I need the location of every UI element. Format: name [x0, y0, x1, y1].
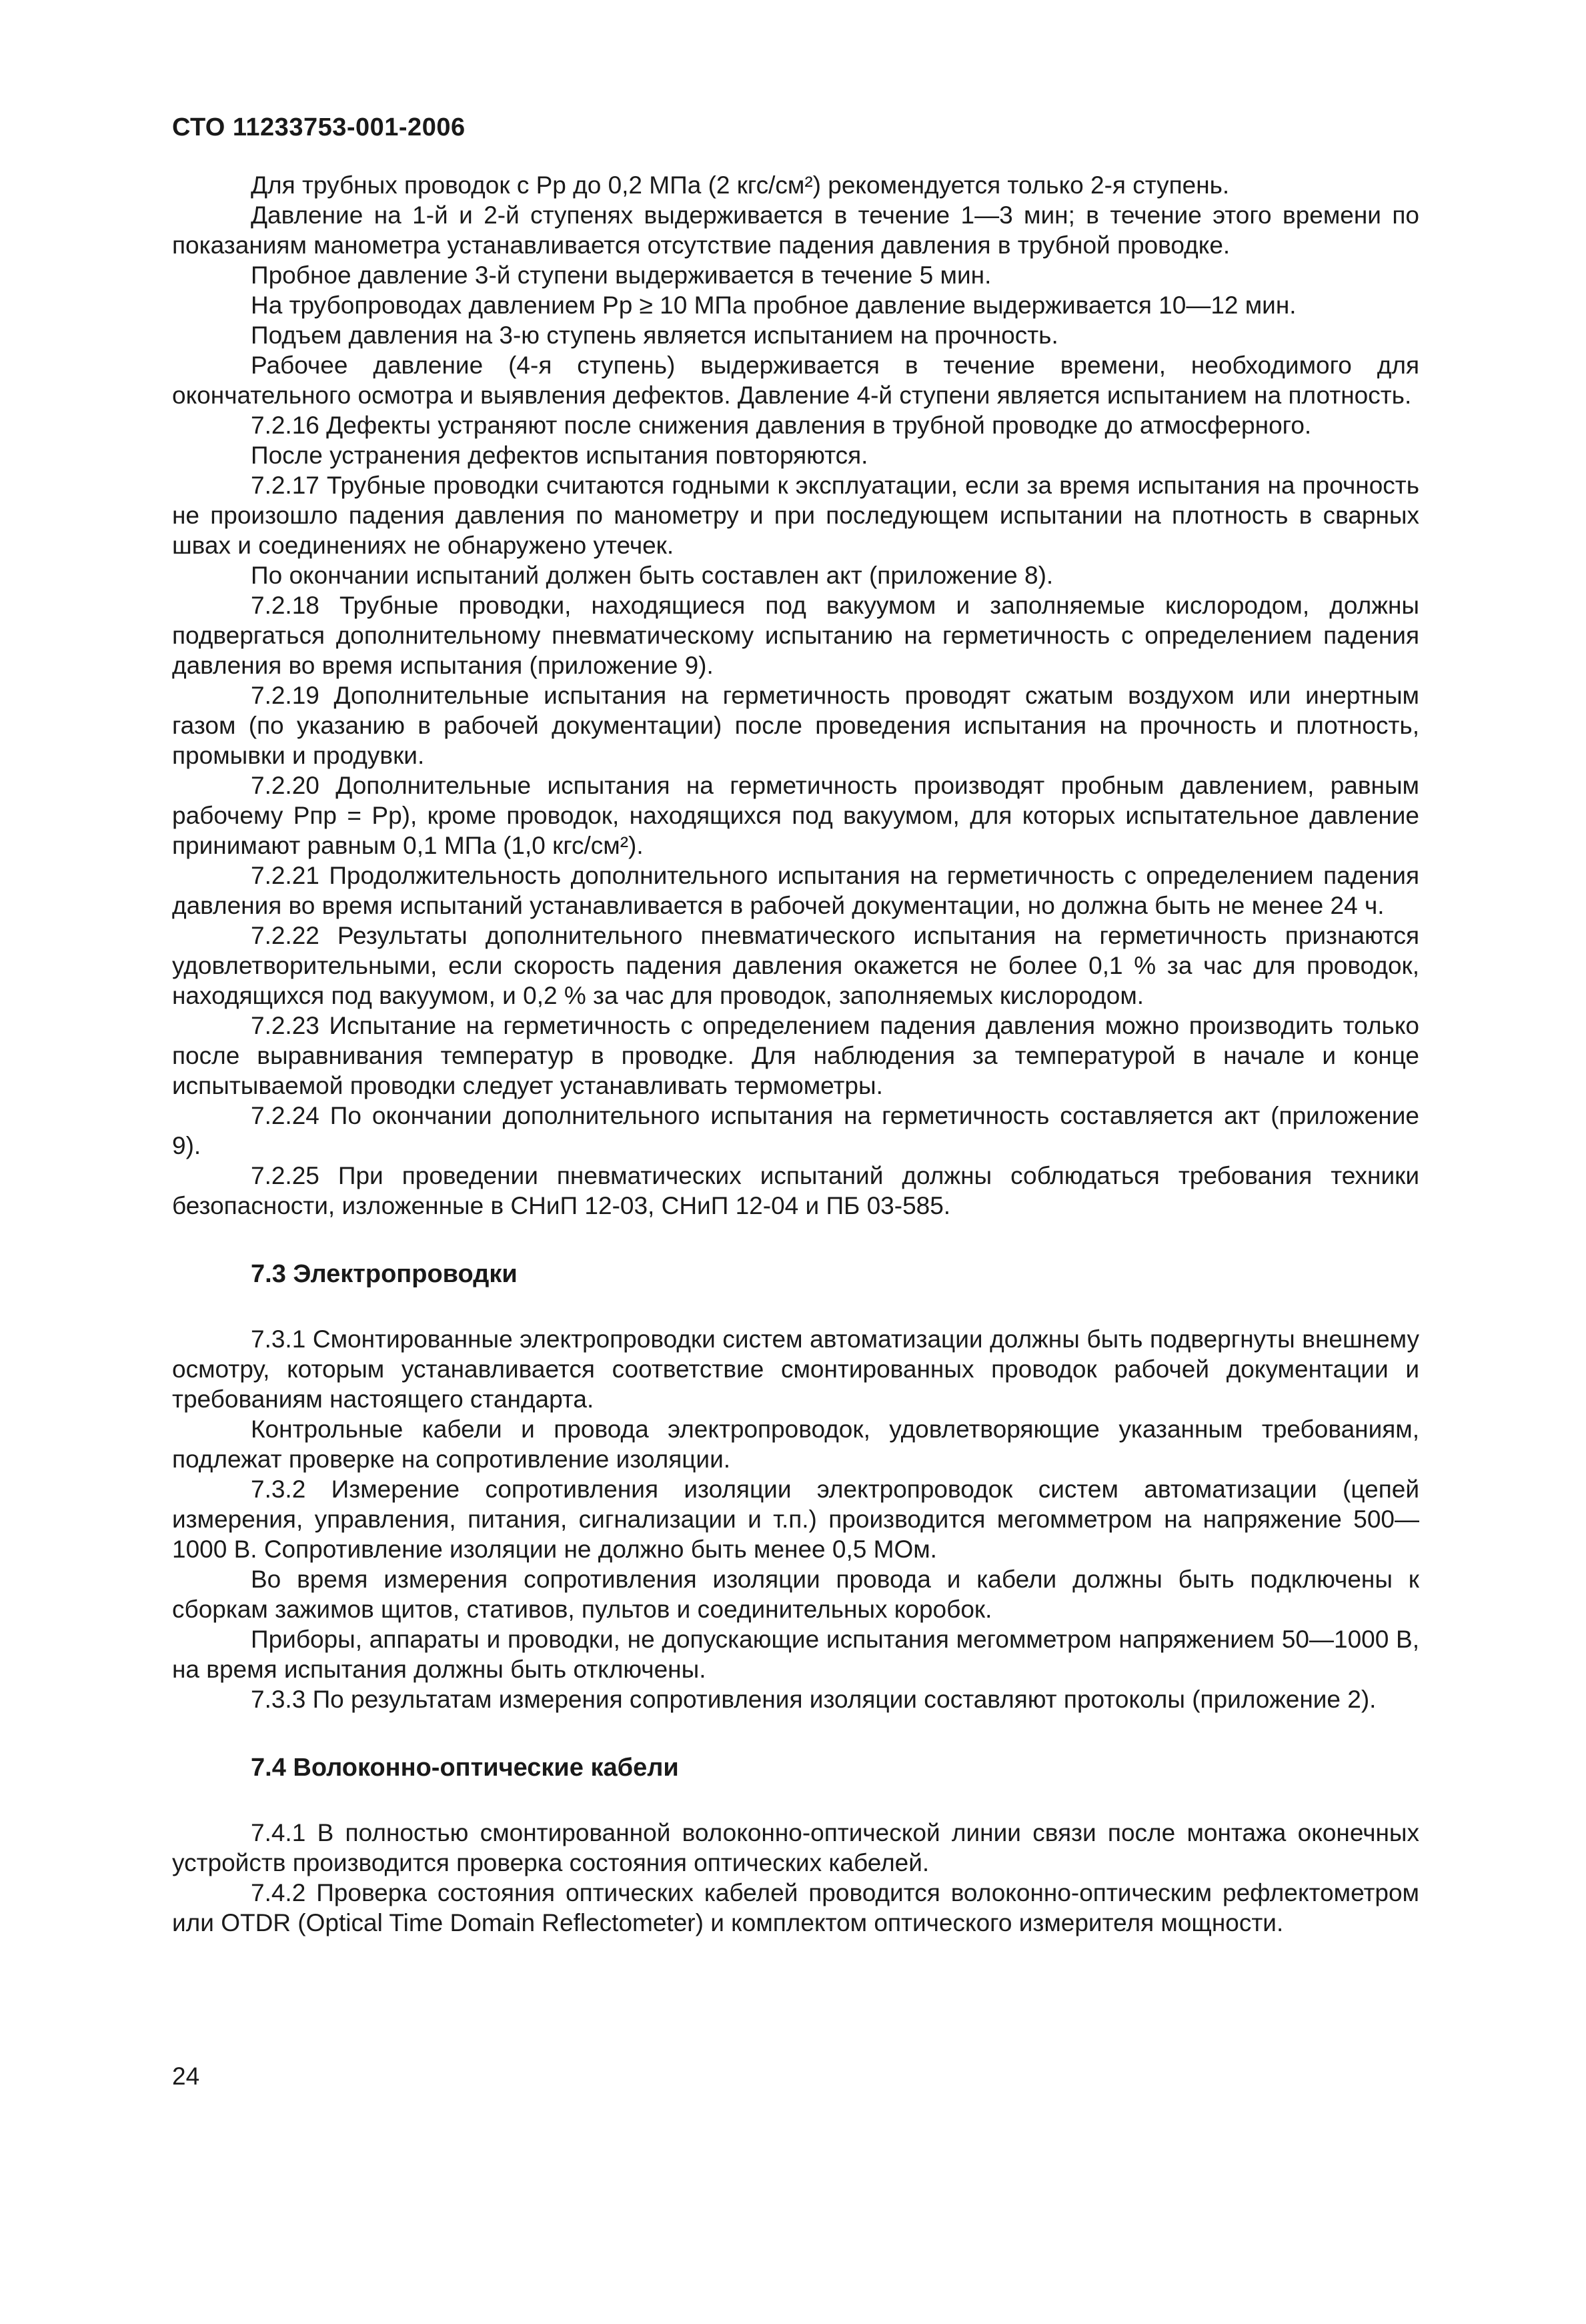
paragraph: Во время измерения сопротивления изоляции провода и кабели должны быть подключены к сборкам зажимов щитов, стативов, пультов и соединительных коробок.: [172, 1566, 1419, 1623]
document-body: [172, 170, 1419, 1938]
paragraph: На трубопроводах давлением Pр ≥ 10 МПа пробное давление выдерживается 10—12 мин.: [251, 292, 1297, 319]
paragraph: Давление на 1-й и 2-й ступенях выдерживается в течение 1—3 мин; в течение этого времени по показаниям манометра устанавливается отсутствие падения давления в трубной проводке.: [172, 201, 1419, 259]
paragraph: Пробное давление 3-й ступени выдерживается в течение 5 мин.: [251, 261, 992, 289]
paragraph: 7.2.23 Испытание на герметичность с определением падения давления можно производить только после выравнивания температур в проводке. Для наблюдения за температурой в начале и конце испытываемой проводки следует устанавливать термометры.: [172, 1012, 1419, 1099]
paragraph: 7.2.18 Трубные проводки, находящиеся под вакуумом и заполняемые кислородом, должны подвергаться дополнительному пневматическому испытанию на герметичность с определением падения давления во время испытания (приложение 9).: [172, 592, 1419, 679]
paragraph: Для трубных проводок с Pр до 0,2 МПа (2 кгс/см²) рекомендуется только 2-я ступень.: [251, 171, 1230, 199]
paragraph: 7.4.2 Проверка состояния оптических кабелей проводится волоконно-оптическим рефлектометром или OTDR (Optical Time Domain Reflectometer) и комплектом оптического измерителя мощности.: [172, 1879, 1419, 1936]
paragraph: 7.2.17 Трубные проводки считаются годными к эксплуатации, если за время испытания на прочность не произошло падения давления по манометру и при последующем испытании на плотность в сварных швах и соединениях не обнаружено утечек.: [172, 472, 1419, 559]
paragraph: 7.2.25 При проведении пневматических испытаний должны соблюдаться требования техники безопасности, изложенные в СНиП 12-03, СНиП 12-04 и ПБ 03-585.: [172, 1162, 1419, 1219]
paragraph: По окончании испытаний должен быть составлен акт (приложение 8).: [251, 562, 1054, 589]
paragraph: Рабочее давление (4-я ступень) выдерживается в течение времени, необходимого для окончательного осмотра и выявления дефектов. Давление 4-й ступени является испытанием на плотность.: [172, 352, 1419, 409]
paragraph: 7.2.16 Дефекты устраняют после снижения давления в трубной проводке до атмосферного.: [251, 412, 1312, 439]
paragraph: 7.3.1 Смонтированные электропроводки систем автоматизации должны быть подвергнуты внешнему осмотру, которым устанавливается соответствие смонтированных проводок рабочей документации и требованиям настоящего стандарта.: [172, 1325, 1419, 1413]
paragraph: Подъем давления на 3-ю ступень является испытанием на прочность.: [251, 322, 1058, 349]
section-heading-7-4: 7.4 Волоконно-оптические кабели: [251, 1754, 679, 1782]
section-heading-7-3: 7.3 Электропроводки: [251, 1260, 518, 1288]
paragraph: 7.3.2 Измерение сопротивления изоляции электропроводок систем автоматизации (цепей измерения, управления, питания, сигнализации и т.п.) производится мегомметром на напряжение 500—1000 В. Сопротивление изоляции не должно быть менее 0,5 МОм.: [172, 1476, 1419, 1563]
paragraph: 7.2.24 По окончании дополнительного испытания на герметичность составляется акт (приложение 9).: [172, 1102, 1419, 1159]
paragraph: 7.2.20 Дополнительные испытания на герметичность производят пробным давлением, равным рабочему Pпр = Pр), кроме проводок, находящихся под вакуумом, для которых испытательное давление принимают равным 0,1 МПа (1,0 кгс/см²).: [172, 772, 1419, 859]
paragraph: 7.2.22 Результаты дополнительного пневматического испытания на герметичность признаются удовлетворительными, если скорость падения давления окажется не более 0,1 % за час для проводок, находящихся под вакуумом, и 0,2 % за час для проводок, заполняемых кислородом.: [172, 922, 1419, 1009]
paragraph: 7.2.19 Дополнительные испытания на герметичность проводят сжатым воздухом или инертным газом (по указанию в рабочей документации) после проведения испытания на прочность и плотность, промывки и продувки.: [172, 682, 1419, 769]
paragraph: Приборы, аппараты и проводки, не допускающие испытания мегомметром напряжением 50—1000 В, на время испытания должны быть отключены.: [172, 1626, 1419, 1683]
page-number: 24: [172, 2063, 200, 2090]
paragraph: 7.4.1 В полностью смонтированной волоконно-оптической линии связи после монтажа оконечных устройств производится проверка состояния оптических кабелей.: [172, 1819, 1419, 1876]
paragraph: После устранения дефектов испытания повторяются.: [251, 442, 868, 469]
paragraph: Контрольные кабели и провода электропроводок, удовлетворяющие указанным требованиям, подлежат проверке на сопротивление изоляции.: [172, 1415, 1419, 1473]
paragraph: 7.2.21 Продолжительность дополнительного испытания на герметичность с определением падения давления во время испытаний устанавливается в рабочей документации, но должна быть не менее 24 ч.: [172, 862, 1419, 919]
document-code-header: СТО 11233753-001-2006: [172, 113, 466, 141]
paragraph: 7.3.3 По результатам измерения сопротивления изоляции составляют протоколы (приложение 2).: [251, 1686, 1377, 1713]
